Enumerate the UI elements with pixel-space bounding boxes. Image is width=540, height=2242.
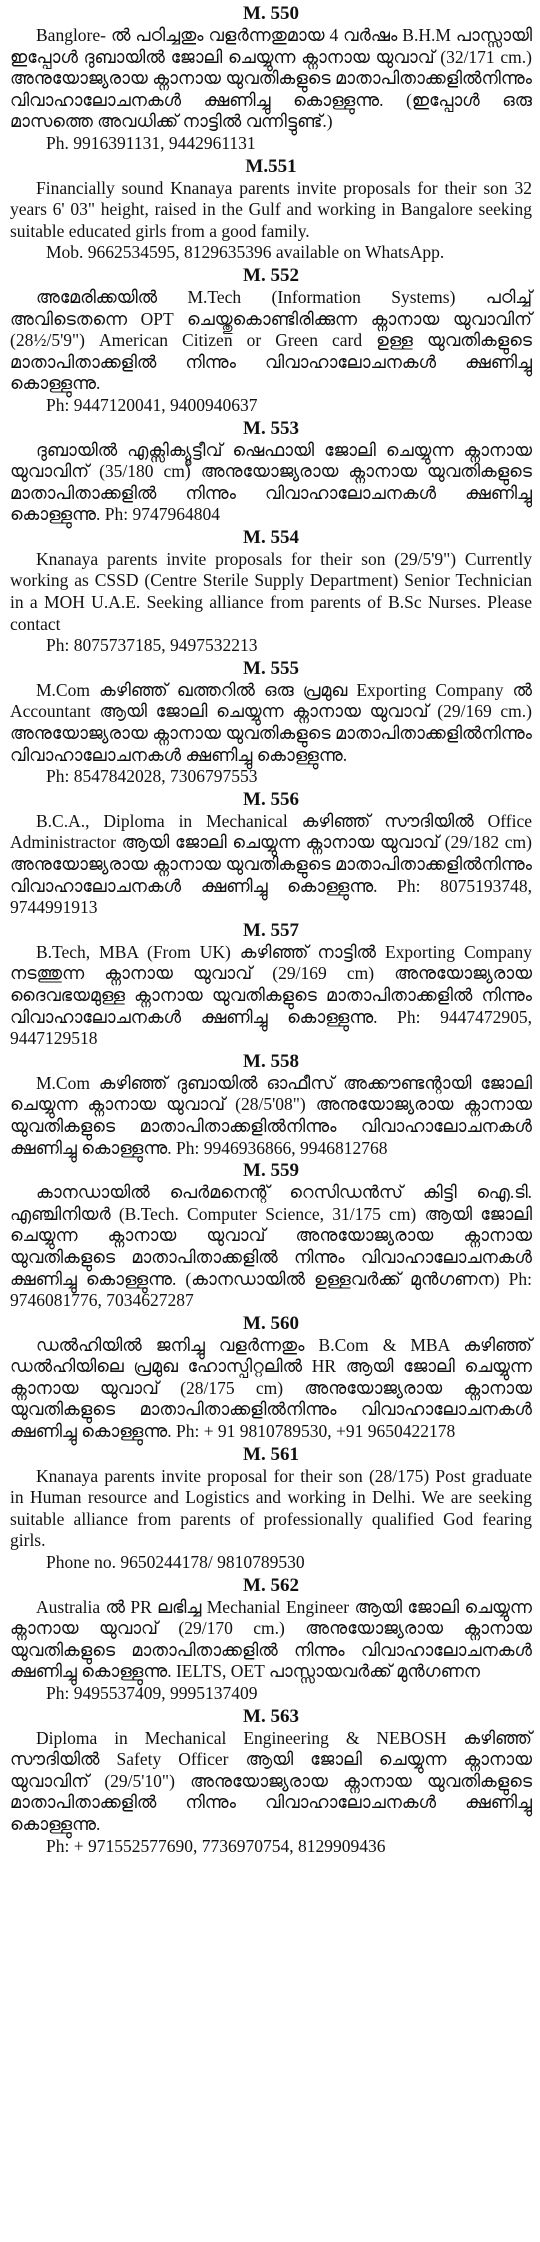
- ad-text: M.Com കഴിഞ്ഞ് ഖത്തറിൽ ഒരു പ്രമുഖ Exporting Company ൽ Accountant ആയി ജോലി ചെയ്യുന്ന ക്നാനായ യുവാവ് (29/169 cm.) അനുയോജ്യരായ ക്നാനായ യുവതികളുടെ മാതാപിതാക്കളിൽനിന്നും വിവാഹാലോചനകൾ ക്ഷണിച്ചു കൊള്ളുന്നു.: [10, 679, 532, 765]
- ad-id: M. 561: [243, 1443, 299, 1465]
- ad-m557: [10, 919, 532, 1050]
- ad-id: M. 555: [243, 657, 299, 679]
- ad-m561: [10, 1443, 532, 1574]
- ad-text: ഡൽഹിയിൽ ജനിച്ചു വളർന്നതും B.Com & MBA കഴിഞ്ഞ് ഡൽഹിയിലെ പ്രമുഖ ഹോസ്പിറ്റലിൽ HR ആയി ജോലി ചെയ്യുന്ന ക്നാനായ യുവാവ് (28/175 cm) അനുയോജ്യരായ ക്നാനായ യുവതികളുടെ മാതാപിതാക്കളിൽനിന്നും വിവാഹാലോചനകൾ ക്ഷണിച്ചു കൊള്ളുന്നു. Ph: + 91 9810789530, +91 9650422178: [10, 1334, 532, 1442]
- ad-text: M.Com കഴിഞ്ഞ് ദുബായിൽ ഓഫീസ് അക്കൗണ്ടന്റായി ജോലി ചെയ്യുന്ന ക്നാനായ യുവാവ് (28/5'08") അനുയോജ്യരായ ക്നാനായ യുവതികളുടെ മാതാപിതാക്കളിൽനിന്നും വിവാഹാലോചനകൾ ക്ഷണിച്ചു കൊള്ളുന്നു. Ph: 9946936866, 9946812768: [10, 1072, 532, 1158]
- ad-id: M. 552: [243, 264, 299, 286]
- ad-m553: [10, 417, 532, 526]
- ad-m556: [10, 788, 532, 919]
- ad-m550: [10, 2, 532, 155]
- ad-phone: Mob. 9662534595, 8129635396 available on WhatsApp.: [46, 242, 445, 263]
- ad-id: M. 557: [243, 919, 299, 941]
- ad-m558: [10, 1050, 532, 1159]
- ad-text: B.C.A., Diploma in Mechanical കഴിഞ്ഞ് സൗദിയിൽ Office Administractor ആയി ജോലി ചെയ്യുന്ന ക്നാനായ യുവാവ് (29/182 cm) അനുയോജ്യരായ ക്നാനായ യുവതികളുടെ മാതാപിതാക്കളിൽനിന്നും വിവാഹാലോചനകൾ ക്ഷണിച്ചു കൊള്ളുന്നു. Ph: 8075193748, 9744991913: [10, 810, 532, 918]
- ad-id: M. 558: [243, 1050, 299, 1072]
- ad-text: Financially sound Knanaya parents invite proposals for their son 32 years 6' 03" height, raised in the Gulf and working in Bangalore seeking suitable educated girls from a good family.: [10, 177, 532, 241]
- ad-text: Diploma in Mechanical Engineering & NEBOSH കഴിഞ്ഞ് സൗദിയിൽ Safety Officer ആയി ജോലി ചെയ്യുന്ന ക്നാനായ യുവാവിന് (29/5'10") അനുയോജ്യരായ ക്നാനായ യുവതികളുടെ മാതാപിതാക്കളിൽ നിന്നും വിവാഹാലോചനകൾ ക്ഷണിച്ചു കൊള്ളുന്നു.: [10, 1727, 532, 1834]
- ad-id: M. 559: [243, 1160, 299, 1182]
- ad-m554: [10, 526, 532, 657]
- ad-id: M. 560: [243, 1312, 299, 1334]
- ad-id: M. 556: [243, 788, 299, 810]
- ad-m552: [10, 264, 532, 417]
- ad-phone: Ph: 8547842028, 7306797553: [46, 766, 258, 787]
- ad-id: M. 563: [243, 1705, 299, 1727]
- ad-text: B.Tech, MBA (From UK) കഴിഞ്ഞ് നാട്ടിൽ Exporting Company നടത്തുന്ന ക്നാനായ യുവാവ് (29/169 cm) അനുയോജ്യരായ ദൈവഭയമുള്ള ക്നാനായ യുവതികളുടെ മാതാപിതാക്കളിൽ നിന്നും വിവാഹാലോചനകൾ ക്ഷണിച്ചു കൊള്ളുന്നു. Ph: 9447472905, 9447129518: [10, 941, 532, 1049]
- ad-id: M. 562: [243, 1574, 299, 1596]
- ad-id: M.551: [245, 155, 297, 177]
- ad-m560: [10, 1312, 532, 1443]
- ad-m551: [10, 155, 532, 264]
- ad-phone: Phone no. 9650244178/ 9810789530: [46, 1552, 305, 1573]
- ad-text: ദുബായിൽ എക്സിക്യൂട്ടീവ് ഷെഫായി ജോലി ചെയ്യുന്ന ക്നാനായ യുവാവിന് (35/180 cm) അനുയോജ്യരായ ക്നാനായ യുവതികളുടെ മാതാപിതാക്കളിൽ നിന്നും വിവാഹാലോചനകൾ ക്ഷണിച്ചു കൊള്ളുന്നു. Ph: 9747964804: [10, 439, 532, 525]
- ad-text: Banglore- ൽ പഠിച്ചതും വളർന്നതുമായ 4 വർഷം B.H.M പാസ്സായി ഇപ്പോൾ ദുബായിൽ ജോലി ചെയ്യുന്ന ക്നാനായ യുവാവ് (32/171 cm.) അനുയോജ്യരായ ക്നാനായ യുവതികളുടെ മാതാപിതാക്കളിൽനിന്നും വിവാഹാലോചനകൾ ക്ഷണിച്ചു കൊള്ളുന്നു. (ഇപ്പോൾ ഒരു മാസത്തെ അവധിക്ക് നാട്ടിൽ വന്നിട്ടുണ്ട്.): [10, 25, 532, 132]
- ad-text: Knanaya parents invite proposals for their son (29/5'9") Currently working as CSSD (Centre Sterile Supply Department) Senior Technician in a MOH U.A.E. Seeking alliance from parents of B.Sc Nurses. Please contact: [10, 548, 532, 634]
- ad-phone: Ph: 9495537409, 9995137409: [46, 1683, 258, 1703]
- ad-text: കാനഡായിൽ പെർമനെന്റ് റെസിഡൻസ് കിട്ടി ഐ.ടി. എഞ്ചിനിയർ (B.Tech. Computer Science, 31/175 cm) ആയി ജോലി ചെയ്യുന്ന ക്നാനായ യുവാവ് അനുയോജ്യരായ ക്നാനായ യുവതികളുടെ മാതാപിതാക്കളിൽ നിന്നും വിവാഹാലോചനകൾ ക്ഷണിച്ചു കൊള്ളുന്നു. (കാനഡായിൽ ഉള്ളവർക്ക് മുൻഗണന) Ph: 9746081776, 7034627287: [10, 1182, 532, 1311]
- ad-id: M. 554: [243, 526, 299, 548]
- ad-m559: [10, 1159, 532, 1312]
- ad-id: M. 553: [243, 417, 299, 439]
- ad-phone: Ph: 9447120041, 9400940637: [46, 394, 258, 415]
- ad-text: Knanaya parents invite proposal for their son (28/175) Post graduate in Human resource and Logistics and working in Delhi. We are seeking suitable alliance from parents of professionally qualified God fearing girls.: [10, 1465, 532, 1551]
- ad-phone: Ph: + 971552577690, 7736970754, 8129909436: [46, 1835, 386, 1856]
- ad-m562: [10, 1574, 532, 1705]
- ad-phone: Ph. 9916391131, 9442961131: [46, 132, 256, 153]
- ad-text: അമേരിക്കയിൽ M.Tech (Information Systems) പഠിച്ച് അവിടെതന്നെ OPT ചെയ്തുകൊണ്ടിരിക്കുന്ന ക്നാനായ യുവാവിന് (28½/5'9") American Citizen or Green card ഉള്ള യുവതികളുടെ മാതാപിതാക്കളിൽ നിന്നും വിവാഹാലോചനകൾ ക്ഷണിച്ചു കൊള്ളുന്നു.: [10, 286, 532, 394]
- ad-text: Australia ൽ PR ലഭിച്ച Mechanial Engineer ആയി ജോലി ചെയ്യുന്ന ക്നാനായ യുവാവ് (29/170 cm.) അനുയോജ്യരായ ക്നാനായ യുവതികളുടെ മാതാപിതാക്കളിൽ നിന്നും വിവാഹാലോചനകൾ ക്ഷണിച്ചു കൊള്ളുന്നു. IELTS, OET പാസ്സായവർക്ക് മുൻഗണന: [10, 1596, 532, 1682]
- ad-m563: [10, 1705, 532, 1858]
- ad-id: M. 550: [243, 3, 299, 24]
- ad-phone: Ph: 8075737185, 9497532213: [46, 635, 258, 656]
- ad-m555: [10, 657, 532, 788]
